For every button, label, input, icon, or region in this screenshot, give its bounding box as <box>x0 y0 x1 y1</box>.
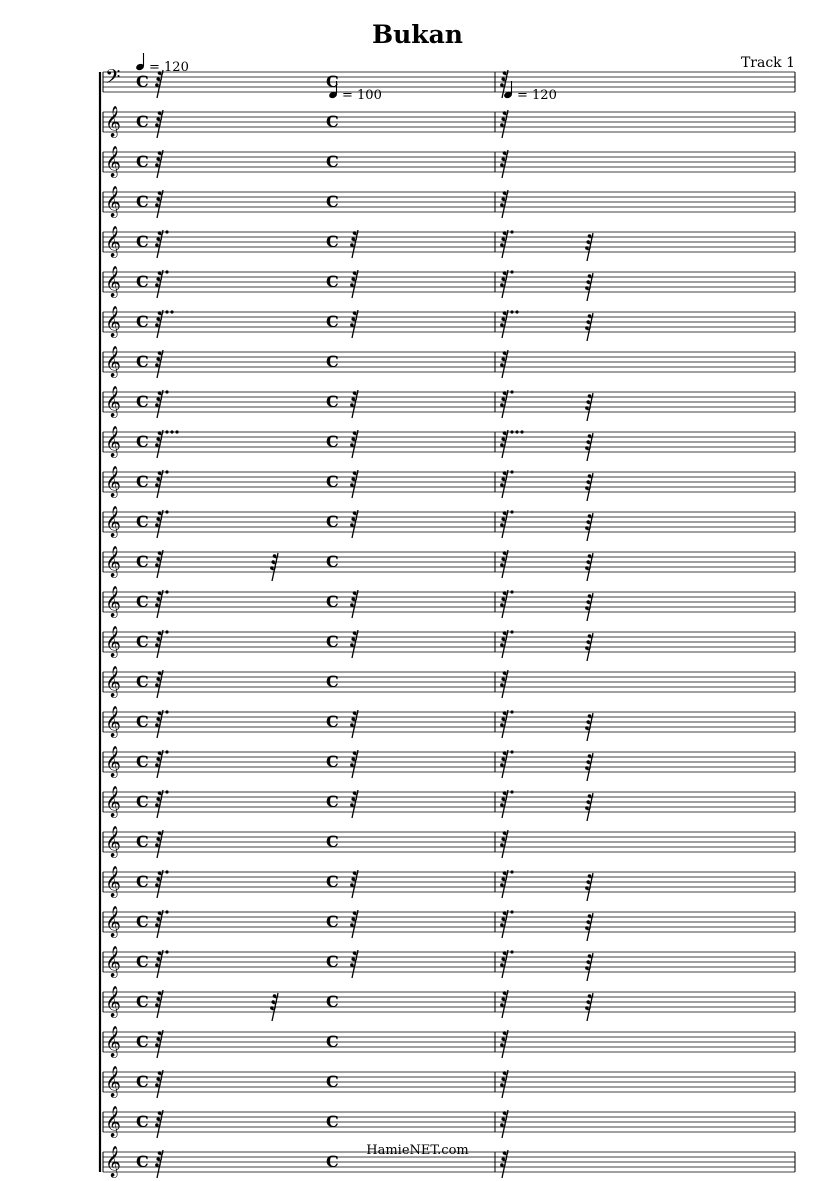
augmentation-dot <box>510 710 513 713</box>
time-signature: C <box>136 992 149 1011</box>
rest-32nd <box>500 630 513 658</box>
rest-32nd <box>155 670 163 698</box>
rest-32nd <box>500 870 513 898</box>
rest-32nd <box>350 710 358 738</box>
time-signature: C <box>326 712 339 731</box>
time-signature: C <box>136 1032 149 1051</box>
augmentation-dot <box>510 630 513 633</box>
rest-32nd <box>500 1110 508 1138</box>
rest-32nd <box>500 830 508 858</box>
time-signature: C <box>326 632 339 651</box>
time-signature: C <box>136 752 149 771</box>
rest-32nd <box>500 790 513 818</box>
treble-clef: 𝄞 <box>105 106 121 137</box>
rest-32nd <box>155 150 163 178</box>
augmentation-dot <box>165 230 168 233</box>
time-signature: C <box>136 1072 149 1091</box>
rest-32nd <box>500 510 513 538</box>
rest-32nd <box>155 1070 163 1098</box>
rest-32nd <box>500 230 513 258</box>
time-signature: C <box>326 112 339 131</box>
rest-32nd <box>350 750 358 778</box>
rest-32nd <box>155 550 163 578</box>
time-signature: C <box>326 192 339 211</box>
treble-clef: 𝄞 <box>105 666 121 697</box>
rest-32nd <box>500 990 508 1018</box>
time-signature: C <box>136 72 149 91</box>
rest-32nd <box>155 750 168 778</box>
rest-32nd <box>350 630 358 658</box>
augmentation-dot <box>515 310 518 313</box>
time-signature: C <box>136 192 149 211</box>
time-signature: C <box>326 72 339 91</box>
treble-clef: 𝄞 <box>105 786 121 817</box>
time-signature: C <box>136 1152 149 1171</box>
rest-32nd <box>500 310 518 338</box>
treble-clef: 𝄞 <box>105 586 121 617</box>
time-signature: C <box>326 912 339 931</box>
augmentation-dot <box>165 390 168 393</box>
time-signature: C <box>136 712 149 731</box>
treble-clef: 𝄞 <box>105 386 121 417</box>
rest-32nd <box>155 910 168 938</box>
tempo-mark: = 120 <box>517 88 557 103</box>
augmentation-dot <box>510 950 513 953</box>
augmentation-dot <box>510 510 513 513</box>
augmentation-dot <box>170 430 173 433</box>
treble-clef: 𝄞 <box>105 426 121 457</box>
augmentation-dot <box>165 870 168 873</box>
rest-32nd <box>155 390 168 418</box>
augmentation-dot <box>165 910 168 913</box>
treble-clef: 𝄞 <box>105 946 121 977</box>
tempo-mark: = 120 <box>149 60 189 75</box>
time-signature: C <box>326 752 339 771</box>
augmentation-dot <box>510 390 513 393</box>
time-signature: C <box>326 1112 339 1131</box>
time-signature: C <box>136 592 149 611</box>
rest-32nd <box>155 310 173 338</box>
time-signature: C <box>326 352 339 371</box>
rest-32nd <box>500 1030 508 1058</box>
treble-clef: 𝄞 <box>105 266 121 297</box>
time-signature: C <box>136 272 149 291</box>
time-signature: C <box>326 432 339 451</box>
time-signature: C <box>136 152 149 171</box>
rest-32nd <box>500 910 513 938</box>
augmentation-dot <box>510 910 513 913</box>
time-signature: C <box>136 432 149 451</box>
rest-32nd <box>350 390 358 418</box>
augmentation-dot <box>510 430 513 433</box>
time-signature: C <box>326 1032 339 1051</box>
treble-clef: 𝄞 <box>105 146 121 177</box>
augmentation-dot <box>510 870 513 873</box>
augmentation-dot <box>510 470 513 473</box>
augmentation-dot <box>165 590 168 593</box>
rest-32nd <box>500 390 513 418</box>
rest-32nd <box>500 550 508 578</box>
rest-32nd <box>155 110 163 138</box>
time-signature: C <box>136 912 149 931</box>
rest-32nd <box>155 830 163 858</box>
treble-clef: 𝄞 <box>105 986 121 1017</box>
rest-32nd <box>350 270 358 298</box>
rest-32nd <box>350 790 358 818</box>
rest-32nd <box>350 950 358 978</box>
rest-32nd <box>500 470 513 498</box>
rest-32nd <box>350 310 358 338</box>
rest-32nd <box>155 190 163 218</box>
rest-32nd <box>155 510 168 538</box>
augmentation-dot <box>175 430 178 433</box>
time-signature: C <box>136 672 149 691</box>
rest-32nd <box>350 590 358 618</box>
score-title: Bukan <box>371 20 463 49</box>
rest-32nd <box>155 230 168 258</box>
treble-clef: 𝄞 <box>105 1066 121 1097</box>
time-signature: C <box>326 1152 339 1171</box>
treble-clef: 𝄞 <box>105 746 121 777</box>
rest-32nd <box>155 1110 163 1138</box>
augmentation-dot <box>170 310 173 313</box>
rest-32nd <box>155 1030 163 1058</box>
rest-32nd <box>350 430 358 458</box>
time-signature: C <box>136 112 149 131</box>
rest-32nd <box>500 950 513 978</box>
treble-clef: 𝄞 <box>105 506 121 537</box>
time-signature: C <box>136 832 149 851</box>
time-signature: C <box>136 952 149 971</box>
augmentation-dot <box>510 270 513 273</box>
time-signature: C <box>326 472 339 491</box>
time-signature: C <box>326 312 339 331</box>
augmentation-dot <box>165 630 168 633</box>
treble-clef: 𝄞 <box>105 706 121 737</box>
time-signature: C <box>136 872 149 891</box>
time-signature: C <box>326 592 339 611</box>
augmentation-dot <box>510 790 513 793</box>
treble-clef: 𝄞 <box>105 866 121 897</box>
time-signature: C <box>136 472 149 491</box>
treble-clef: 𝄞 <box>105 466 121 497</box>
time-signature: C <box>326 792 339 811</box>
augmentation-dot <box>165 750 168 753</box>
time-signature: C <box>326 872 339 891</box>
rest-32nd <box>500 430 523 458</box>
time-signature: C <box>326 672 339 691</box>
augmentation-dot <box>165 430 168 433</box>
rest-32nd <box>155 590 168 618</box>
time-signature: C <box>326 552 339 571</box>
treble-clef: 𝄞 <box>105 546 121 577</box>
bass-clef: 𝄢 <box>105 65 121 93</box>
rest-32nd <box>155 950 168 978</box>
time-signature: C <box>136 632 149 651</box>
treble-clef: 𝄞 <box>105 306 121 337</box>
rest-32nd <box>350 230 358 258</box>
augmentation-dot <box>510 750 513 753</box>
augmentation-dot <box>165 790 168 793</box>
augmentation-dot <box>165 950 168 953</box>
time-signature: C <box>136 792 149 811</box>
rest-32nd <box>500 110 508 138</box>
rest-32nd <box>155 870 168 898</box>
time-signature: C <box>326 832 339 851</box>
rest-32nd <box>155 350 163 378</box>
treble-clef: 𝄞 <box>105 826 121 857</box>
time-signature: C <box>136 312 149 331</box>
rest-32nd <box>500 190 508 218</box>
rest-32nd <box>500 590 513 618</box>
rest-32nd <box>155 430 178 458</box>
rest-32nd <box>500 670 508 698</box>
rest-32nd <box>500 270 513 298</box>
augmentation-dot <box>165 470 168 473</box>
augmentation-dot <box>165 710 168 713</box>
treble-clef: 𝄞 <box>105 226 121 257</box>
time-signature: C <box>326 272 339 291</box>
treble-clef: 𝄞 <box>105 1106 121 1137</box>
rest-32nd <box>155 990 163 1018</box>
time-signature: C <box>136 392 149 411</box>
time-signature: C <box>136 552 149 571</box>
tempo-mark: = 100 <box>342 88 382 103</box>
augmentation-dot <box>165 310 168 313</box>
treble-clef: 𝄞 <box>105 1146 121 1177</box>
rest-32nd <box>350 910 358 938</box>
augmentation-dot <box>510 310 513 313</box>
rest-32nd <box>155 790 168 818</box>
rest-32nd <box>350 870 358 898</box>
rest-32nd <box>500 750 513 778</box>
rest-32nd <box>500 150 508 178</box>
augmentation-dot <box>165 270 168 273</box>
rest-32nd <box>155 270 168 298</box>
augmentation-dot <box>510 230 513 233</box>
time-signature: C <box>326 232 339 251</box>
time-signature: C <box>326 392 339 411</box>
rest-32nd <box>155 470 168 498</box>
augmentation-dot <box>515 430 518 433</box>
augmentation-dot <box>520 430 523 433</box>
rest-32nd <box>155 710 168 738</box>
time-signature: C <box>326 1072 339 1091</box>
time-signature: C <box>326 512 339 531</box>
time-signature: C <box>326 992 339 1011</box>
rest-32nd <box>350 470 358 498</box>
augmentation-dot <box>165 510 168 513</box>
time-signature: C <box>326 952 339 971</box>
augmentation-dot <box>510 590 513 593</box>
time-signature: C <box>136 1112 149 1131</box>
rest-32nd <box>500 710 513 738</box>
rest-32nd <box>500 350 508 378</box>
treble-clef: 𝄞 <box>105 1026 121 1057</box>
treble-clef: 𝄞 <box>105 906 121 937</box>
time-signature: C <box>326 152 339 171</box>
rest-32nd <box>350 510 358 538</box>
treble-clef: 𝄞 <box>105 186 121 217</box>
treble-clef: 𝄞 <box>105 346 121 377</box>
rest-32nd <box>500 1070 508 1098</box>
track-label: Track 1 <box>740 55 795 71</box>
time-signature: C <box>136 512 149 531</box>
time-signature: C <box>136 352 149 371</box>
time-signature: C <box>136 232 149 251</box>
footer-credit: HamieNET.com <box>366 1143 469 1158</box>
rest-32nd <box>155 630 168 658</box>
treble-clef: 𝄞 <box>105 626 121 657</box>
